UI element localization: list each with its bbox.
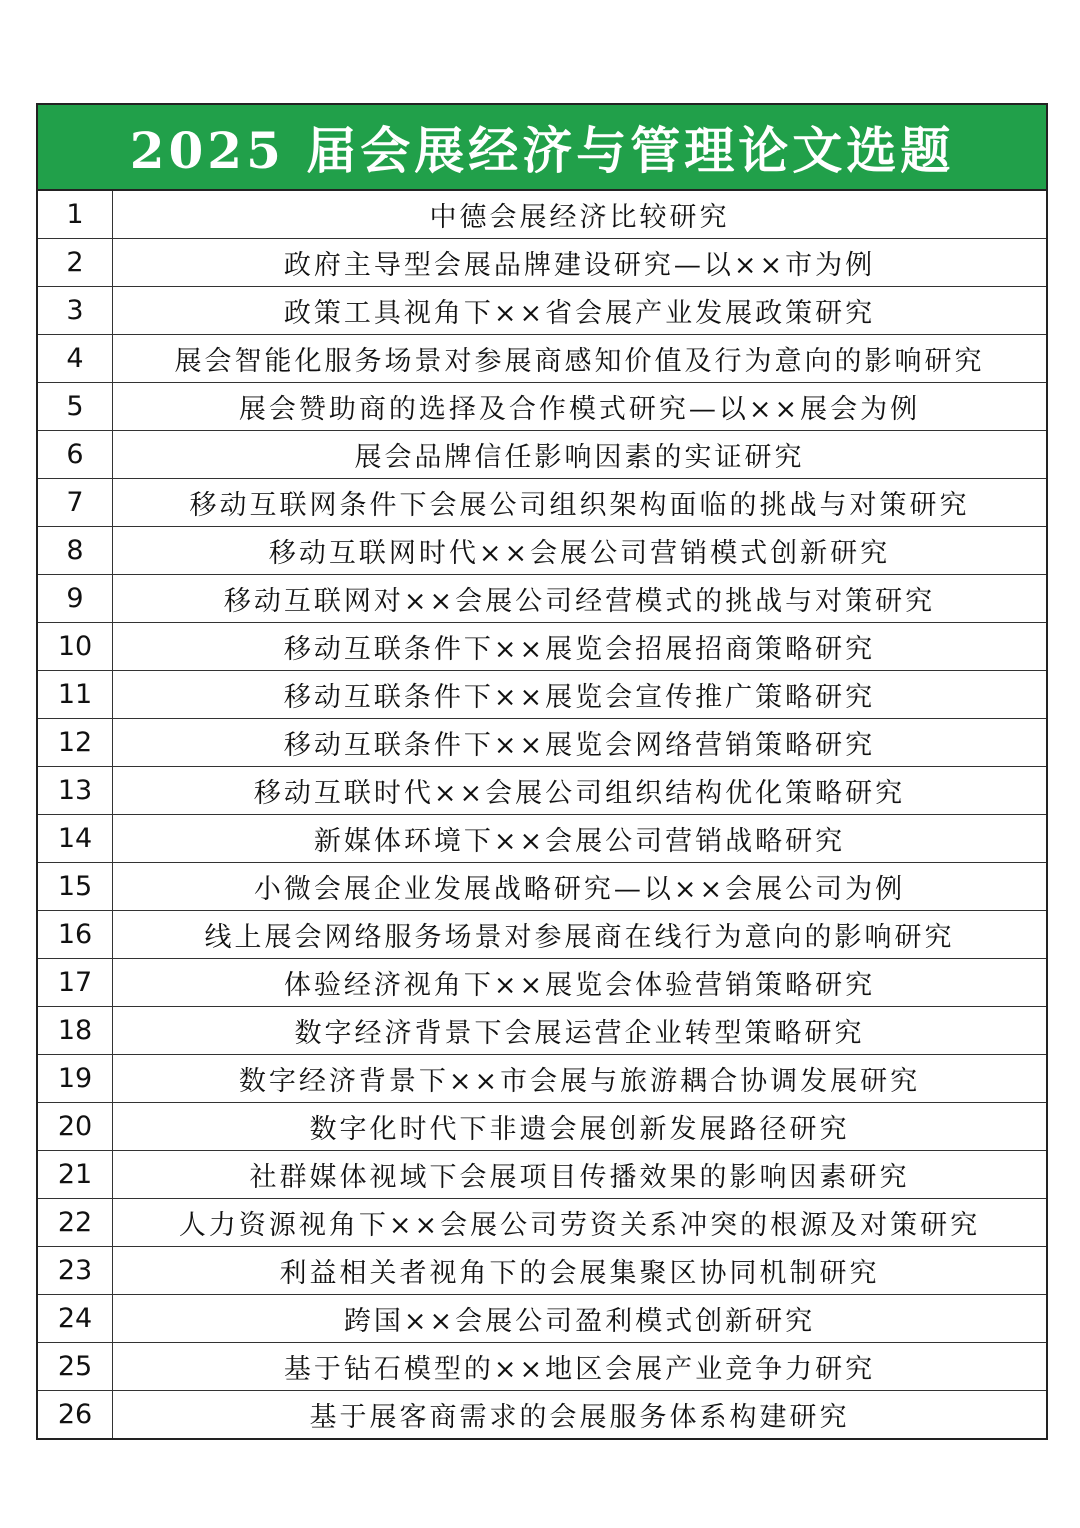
table-row (38, 767, 1046, 815)
table-row (38, 431, 1046, 479)
table-row (38, 815, 1046, 863)
table-row (38, 527, 1046, 575)
topic-title: 数字化时代下非遗会展创新发展路径研究 (113, 1103, 1047, 1151)
table-row (38, 1007, 1046, 1055)
topics-table-body (38, 191, 1046, 1438)
table-row (38, 863, 1046, 911)
topic-number: 4 (38, 335, 113, 383)
topic-title: 小微会展企业发展战略研究—以××会展公司为例 (113, 863, 1047, 911)
topic-number: 10 (38, 623, 113, 671)
table-row (38, 719, 1046, 767)
topic-title: 移动互联时代××会展公司组织结构优化策略研究 (113, 767, 1047, 815)
table-row (38, 335, 1046, 383)
topic-title: 基于钻石模型的××地区会展产业竞争力研究 (113, 1343, 1047, 1391)
table-row (38, 1391, 1046, 1439)
topic-number: 12 (38, 719, 113, 767)
table-row (38, 1103, 1046, 1151)
topic-title: 中德会展经济比较研究 (429, 202, 730, 233)
topic-title: 展会品牌信任影响因素的实证研究 (113, 431, 1047, 479)
page-title: 2025 届会展经济与管理论文选题 (38, 105, 1046, 191)
table-row (38, 287, 1046, 335)
topic-number: 17 (38, 959, 113, 1007)
topic-title: 利益相关者视角下的会展集聚区协同机制研究 (113, 1247, 1047, 1295)
topic-title: 政府主导型会展品牌建设研究—以××市为例 (113, 239, 1047, 287)
topic-title: 数字经济背景下会展运营企业转型策略研究 (113, 1007, 1047, 1055)
topic-number: 1 (38, 191, 113, 239)
table-row (38, 623, 1046, 671)
topic-title: 体验经济视角下××展览会体验营销策略研究 (113, 959, 1047, 1007)
topic-title: 社群媒体视域下会展项目传播效果的影响因素研究 (113, 1151, 1047, 1199)
topic-number: 7 (38, 479, 113, 527)
table-row (38, 1151, 1046, 1199)
table-row (38, 671, 1046, 719)
topic-title: 移动互联网条件下会展公司组织架构面临的挑战与对策研究 (113, 479, 1047, 527)
topic-title: 移动互联条件下××展览会招展招商策略研究 (113, 623, 1047, 671)
topic-number: 25 (38, 1343, 113, 1391)
table-row (38, 959, 1046, 1007)
topic-number: 21 (38, 1151, 113, 1199)
table-row (38, 1295, 1046, 1343)
table-row (38, 1055, 1046, 1103)
topic-title: 展会智能化服务场景对参展商感知价值及行为意向的影响研究 (113, 335, 1047, 383)
topic-number: 11 (38, 671, 113, 719)
topic-title: 基于展客商需求的会展服务体系构建研究 (113, 1391, 1047, 1439)
topic-title: 移动互联网对××会展公司经营模式的挑战与对策研究 (113, 575, 1047, 623)
topic-number: 19 (38, 1055, 113, 1103)
table-row (38, 1247, 1046, 1295)
table-row (38, 239, 1046, 287)
topic-title: 数字经济背景下××市会展与旅游耦合协调发展研究 (113, 1055, 1047, 1103)
table-row (38, 1343, 1046, 1391)
topic-number: 8 (38, 527, 113, 575)
topic-number: 14 (38, 815, 113, 863)
table-row (38, 383, 1046, 431)
topic-number: 3 (38, 287, 113, 335)
topic-number: 2 (38, 239, 113, 287)
topic-title: 政策工具视角下××省会展产业发展政策研究 (113, 287, 1047, 335)
topics-sheet (36, 103, 1048, 1440)
topic-title: 展会赞助商的选择及合作模式研究—以××展会为例 (113, 383, 1047, 431)
topic-number: 18 (38, 1007, 113, 1055)
topic-number: 20 (38, 1103, 113, 1151)
topic-number: 13 (38, 767, 113, 815)
table-row (38, 911, 1046, 959)
topic-number: 6 (38, 431, 113, 479)
topic-title: 人力资源视角下××会展公司劳资关系冲突的根源及对策研究 (113, 1199, 1047, 1247)
topic-number: 9 (38, 575, 113, 623)
topic-title: 新媒体环境下××会展公司营销战略研究 (113, 815, 1047, 863)
table-row (38, 191, 1046, 239)
table-row (38, 1199, 1046, 1247)
topic-title: 移动互联网时代××会展公司营销模式创新研究 (113, 527, 1047, 575)
topic-title: 移动互联条件下××展览会网络营销策略研究 (113, 719, 1047, 767)
table-row (38, 479, 1046, 527)
topic-number: 26 (38, 1391, 113, 1439)
table-row (38, 575, 1046, 623)
topics-table (38, 191, 1046, 1438)
topic-title: 移动互联条件下××展览会宣传推广策略研究 (113, 671, 1047, 719)
topic-title: 跨国××会展公司盈利模式创新研究 (113, 1295, 1047, 1343)
topic-number: 24 (38, 1295, 113, 1343)
topic-title: 线上展会网络服务场景对参展商在线行为意向的影响研究 (113, 911, 1047, 959)
topic-number: 23 (38, 1247, 113, 1295)
topic-number: 22 (38, 1199, 113, 1247)
topic-number: 5 (38, 383, 113, 431)
topic-number: 15 (38, 863, 113, 911)
topic-number: 16 (38, 911, 113, 959)
